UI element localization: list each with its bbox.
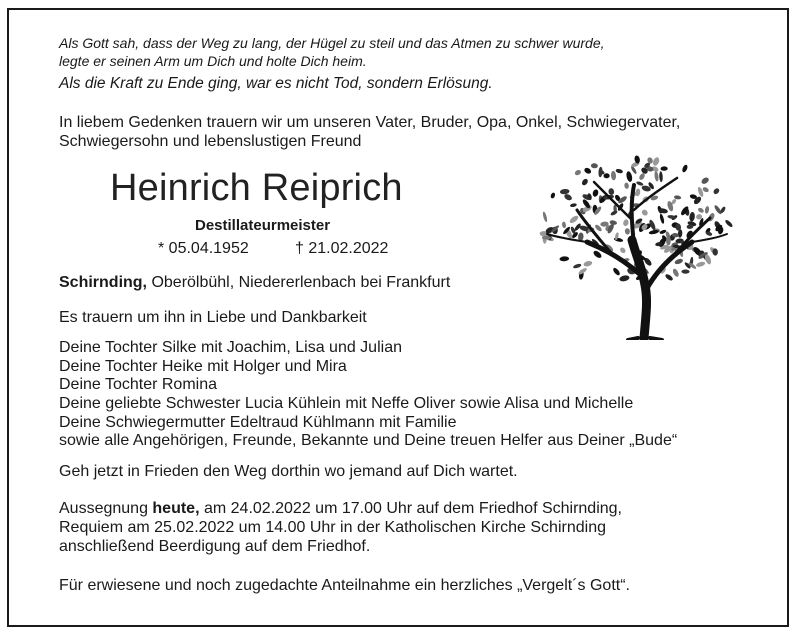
location (59, 274, 450, 292)
birth-date: * 05.04.1952 (158, 240, 249, 257)
location-primary: Schirnding, (59, 274, 147, 291)
deceased-name: Heinrich Reiprich (110, 167, 403, 209)
mourner-line: Deine Tochter Heike mit Holger und Mira (59, 358, 347, 375)
service-pre: Aussegnung (59, 500, 153, 517)
mourner-line: Deine geliebte Schwester Lucia Kühlein mit Neffe Oliver sowie Alisa und Michelle (59, 395, 634, 412)
service-today: heute, (152, 500, 200, 517)
poem-line-2: legte er seinen Arm um Dich und holte Dich heim. (59, 53, 367, 69)
service-line-2: Requiem am 25.02.2022 um 14.00 Uhr in der Katholischen Kirche Schirnding (59, 519, 606, 536)
mourner-line: Deine Tochter Silke mit Joachim, Lisa und Julian (59, 339, 402, 356)
farewell-text: Geh jetzt in Frieden den Weg dorthin wo jemand auf Dich wartet. (59, 463, 518, 480)
death-date: † 21.02.2022 (295, 240, 389, 257)
service-post: am 24.02.2022 um 17.00 Uhr auf dem Friedhof Schirnding, (199, 500, 622, 517)
poem-line-1: Als Gott sah, dass der Weg zu lang, der Hügel zu steil und das Atmen zu schwer wurde, (59, 35, 605, 51)
occupation: Destillateurmeister (195, 217, 331, 234)
mourners-intro: Es trauern um ihn in Liebe und Dankbarkeit (59, 309, 367, 326)
service-line-1 (59, 500, 622, 518)
mourner-line: Deine Tochter Romina (59, 376, 218, 393)
tree-of-life-icon (532, 150, 737, 340)
quote: Als die Kraft zu Ende ging, war es nicht Tod, sondern Erlösung. (59, 75, 493, 92)
intro-line-1: In liebem Gedenken trauern wir um unseren Vater, Bruder, Opa, Onkel, Schwiegervater, (59, 114, 681, 131)
intro-line-2: Schwiegersohn und lebenslustigen Freund (59, 133, 362, 150)
service-line-3: anschließend Beerdigung auf dem Friedhof. (59, 538, 371, 555)
thanks-text: Für erwiesene und noch zugedachte Anteilnahme ein herzliches „Vergelt´s Gott“. (59, 577, 630, 594)
location-rest: Oberölbühl, Niedererlenbach bei Frankfurt (147, 274, 451, 291)
mourner-line: sowie alle Angehörigen, Freunde, Bekannte und Deine treuen Helfer aus Deiner „Bude“ (59, 432, 678, 449)
mourner-line: Deine Schwiegermutter Edeltraud Kühlmann mit Familie (59, 414, 457, 431)
